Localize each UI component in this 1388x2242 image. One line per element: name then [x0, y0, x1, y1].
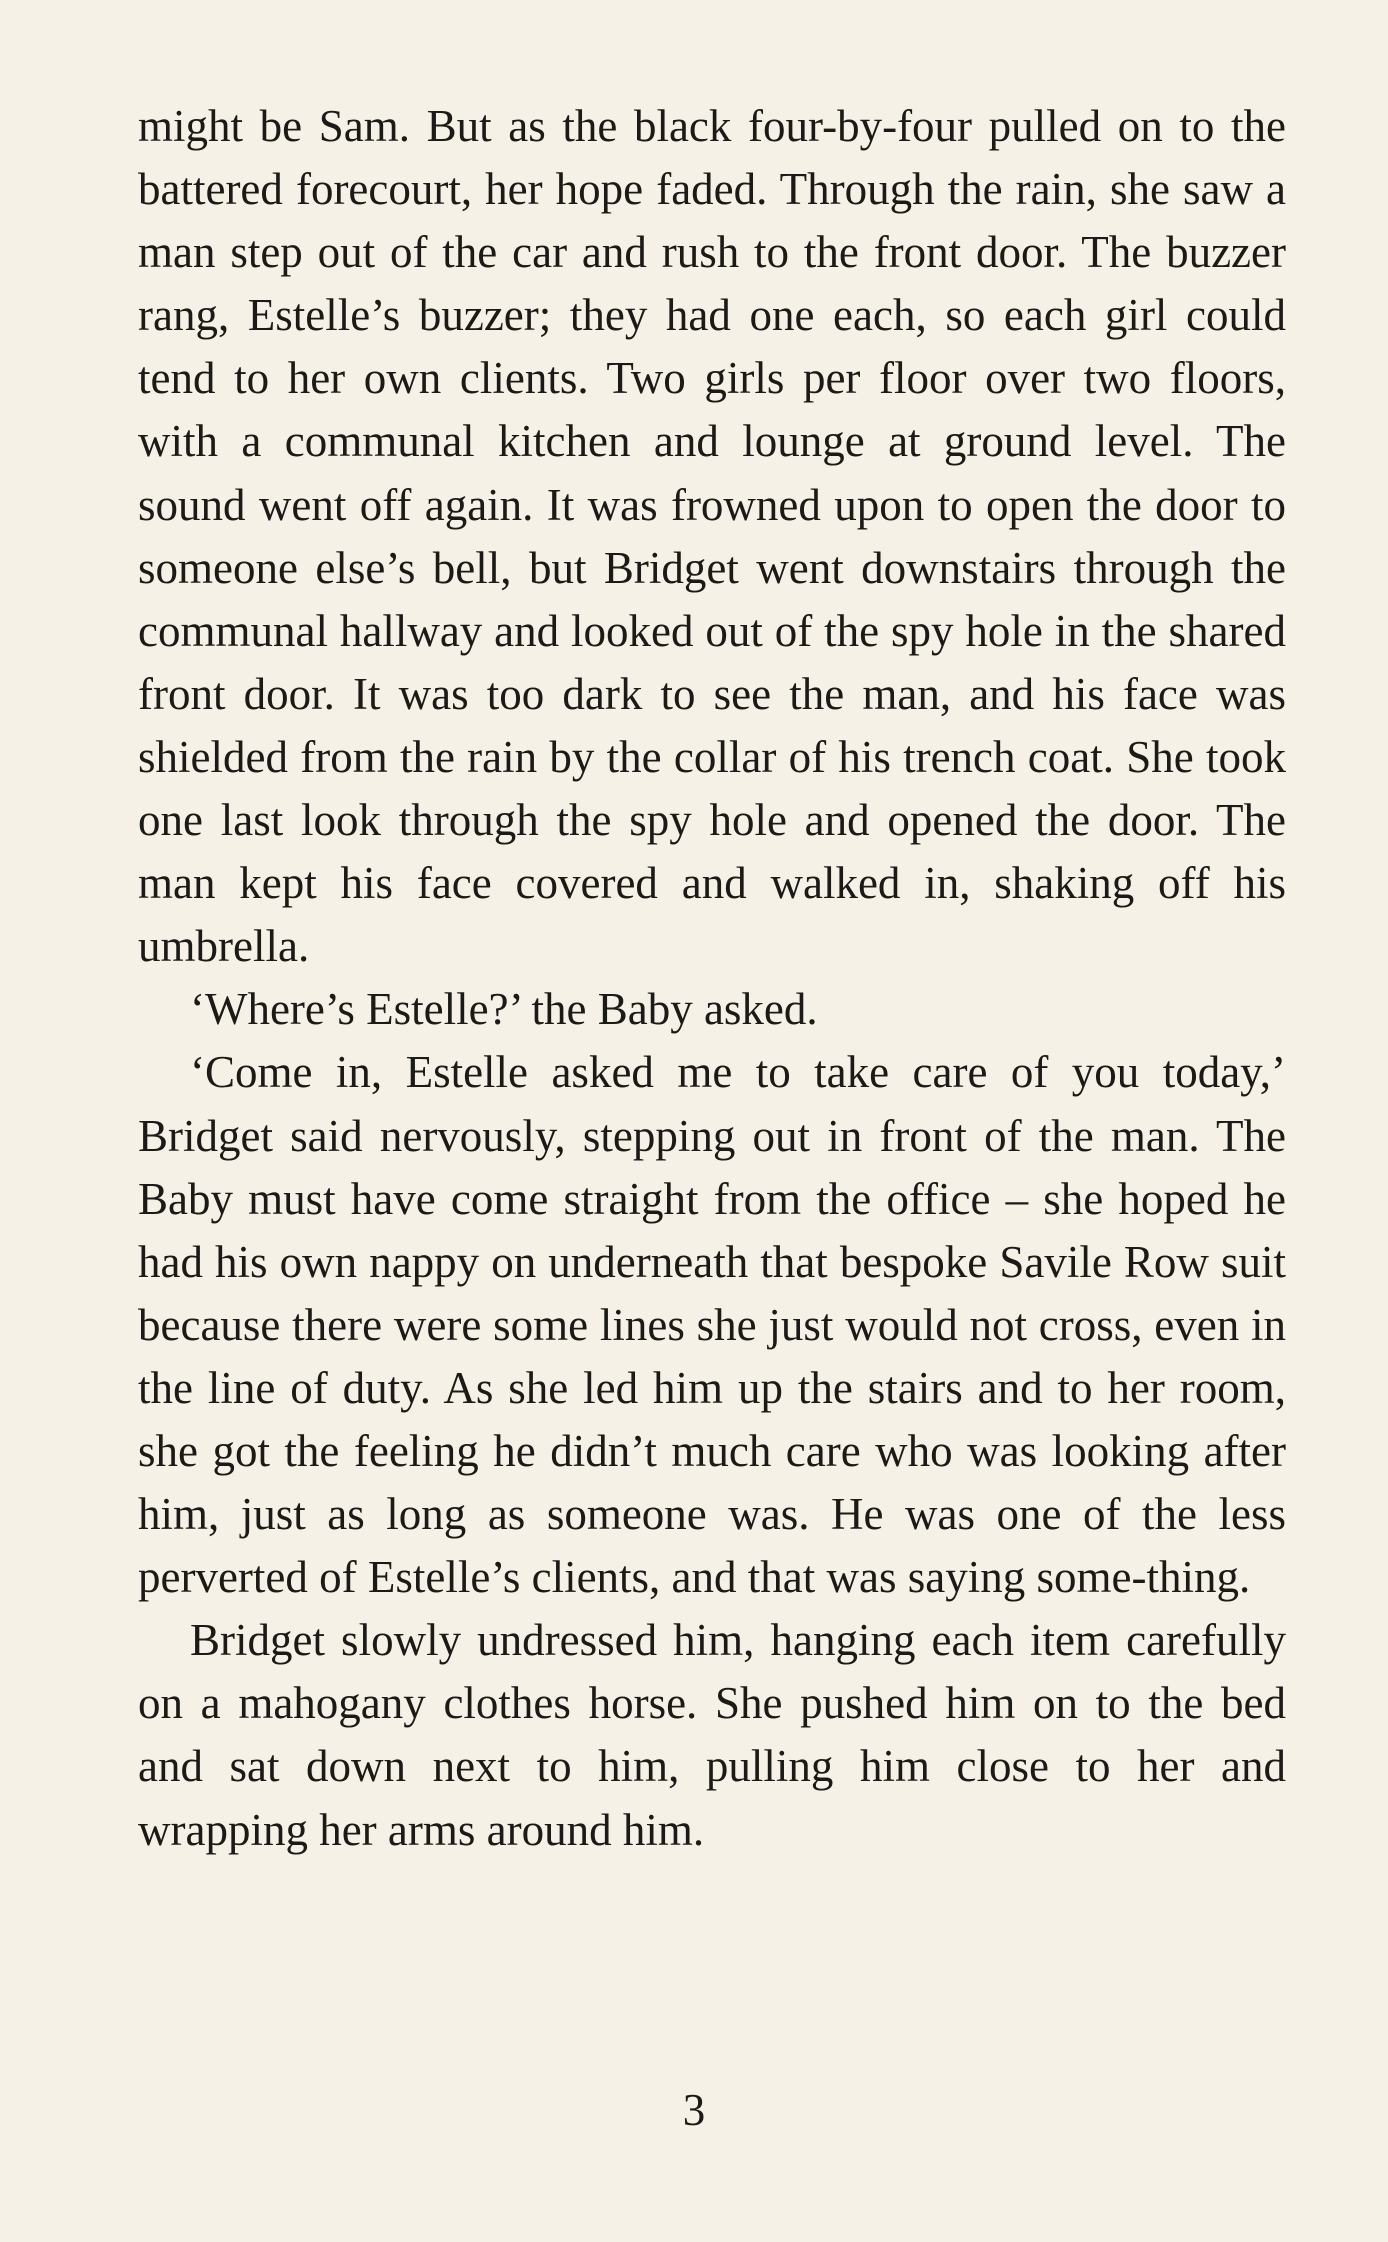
paragraph-3: ‘Come in, Estelle asked me to take care of you today,’ Bridget said nervously, stepping out in front of the man. The Baby must have come straight from the office – she hoped he had his own nappy on underneath that bespoke Savile Row suit because there were some lines she just would not cross, even in the line of duty. As she led him up the stairs and to her room, she got the feeling he didn’t much care who was looking after him, just as long as someone was. He was one of the less perverted of Estelle’s clients, and that was saying some-thing. [138, 1047, 1286, 1603]
body-text [138, 95, 1286, 1862]
paragraph-4: Bridget slowly undressed him, hanging each item carefully on a mahogany clothes horse. She pushed him on to the bed and sat down next to him, pulling him close to her and wrapping her arms around him. [138, 1615, 1286, 1855]
paragraph-2: ‘Where’s Estelle?’ the Baby asked. [190, 984, 818, 1035]
paragraph-1: might be Sam. But as the black four-by-four pulled on to the battered forecourt, her hope faded. Through the rain, she saw a man step out of the car and rush to the front door. The buzzer rang, Estelle’s buzzer; they had one each, so each girl could tend to her own clients. Two girls per floor over two floors, with a communal kitchen and lounge at ground level. The sound went off again. It was frowned upon to open the door to someone else’s bell, but Bridget went downstairs through the communal hallway and looked out of the spy hole in the shared front door. It was too dark to see the man, and his face was shielded from the rain by the collar of his trench coat. She took one last look through the spy hole and opened the door. The man kept his face covered and walked in, shaking off his umbrella. [138, 101, 1286, 972]
page-number: 3 [682, 2085, 706, 2135]
